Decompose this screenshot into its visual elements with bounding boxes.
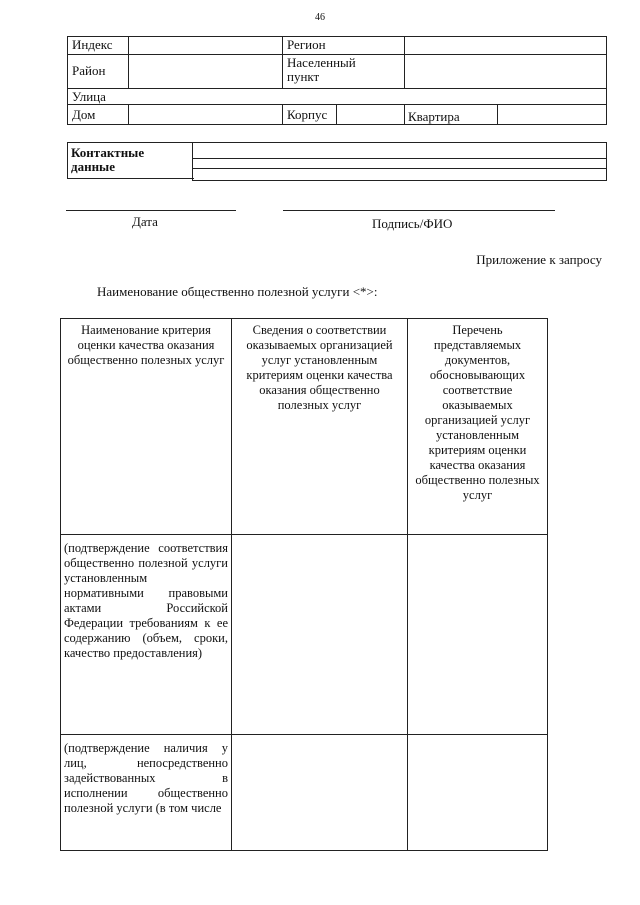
documents-cell[interactable] <box>408 735 548 851</box>
house-label: Дом <box>72 107 96 122</box>
header-info: Сведения о соответствии оказываемых организацией услуг установленным критериям оценки качества оказания общественно полезных услуг <box>232 319 408 535</box>
region-label: Регион <box>287 37 326 52</box>
criterion-cell: (подтверждение наличия у лиц, непосредственно задействованных в исполнении общественно полезной услуги (в том числе <box>61 735 232 851</box>
contacts-label: Контактные данные <box>71 145 145 174</box>
date-label: Дата <box>132 214 158 229</box>
header-documents: Перечень представляемых документов, обосновывающих соответствие оказываемых организацией услуг установленным критериям оценки качества оказания общественно полезных услуг <box>408 319 548 535</box>
table-header-row <box>61 319 548 535</box>
building-label: Корпус <box>287 107 328 122</box>
criteria-table <box>60 318 548 851</box>
apartment-label: Квартира <box>408 109 460 124</box>
header-criterion: Наименование критерия оценки качества оказания общественно полезных услуг <box>61 319 232 535</box>
service-title: Наименование общественно полезной услуги <*>: <box>97 284 378 299</box>
index-label: Индекс <box>72 37 113 52</box>
table-row <box>61 735 548 851</box>
page-number: 46 <box>315 12 325 23</box>
criterion-cell: (подтверждение соответствия общественно полезной услуги установленным нормативными правовыми актами Российской Федерации требованиям к ее содержанию (объем, сроки, качество предоставления) <box>61 535 232 735</box>
table-row <box>61 535 548 735</box>
signature-label: Подпись/ФИО <box>372 216 453 231</box>
street-label: Улица <box>72 89 106 104</box>
locality-label: Населенный пункт <box>287 55 356 84</box>
district-label: Район <box>72 63 106 78</box>
info-cell[interactable] <box>232 535 408 735</box>
appendix-title: Приложение к запросу <box>476 252 602 267</box>
info-cell[interactable] <box>232 735 408 851</box>
documents-cell[interactable] <box>408 535 548 735</box>
